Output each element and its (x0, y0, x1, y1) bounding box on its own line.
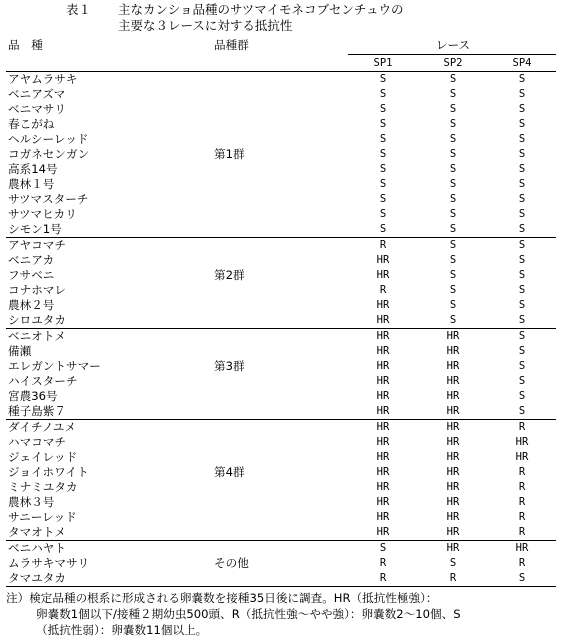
sp2-cell: HR (446, 436, 460, 448)
sp4-cell: HR (488, 541, 556, 557)
resistance-table (6, 37, 556, 587)
group-cell (212, 374, 348, 389)
caption-line1: 主なカンショ品種のサツマイモネコブセンチュウの (118, 2, 404, 17)
variety-cell: タマユタカ (6, 571, 212, 587)
sp2-cell: S (418, 238, 488, 254)
sp2-cell: S (449, 133, 457, 145)
sp4-cell: S (518, 148, 526, 160)
variety-cell: フサベニ (8, 268, 55, 282)
group-cell (212, 541, 348, 557)
sp1-cell: S (379, 88, 387, 100)
sp4-cell: S (518, 133, 526, 145)
footnote (6, 590, 558, 638)
group-cell (212, 132, 348, 147)
sp1-cell: S (348, 72, 418, 88)
sp4-cell: R (488, 420, 556, 436)
table-row (6, 147, 556, 162)
variety-cell: ムラサキマサリ (8, 556, 90, 570)
sp1-cell: HR (376, 436, 390, 448)
sp2-cell: HR (446, 405, 460, 417)
sp2-cell: HR (446, 496, 460, 508)
table-row (6, 541, 556, 557)
group-cell (212, 313, 348, 329)
table-row (6, 329, 556, 345)
group-cell (212, 389, 348, 404)
header-variety: 品 種 (8, 38, 43, 53)
sp1-cell: S (379, 178, 387, 190)
header-race: レース (348, 37, 556, 55)
sp1-cell: HR (376, 481, 390, 493)
sp1-cell: HR (376, 496, 390, 508)
variety-cell: コナホマレ (8, 283, 66, 297)
group-cell (212, 283, 348, 298)
group-cell (212, 510, 348, 525)
sp1-cell: HR (376, 511, 390, 523)
group-cell (212, 404, 348, 420)
sp2-cell: S (449, 269, 457, 281)
sp1-cell: HR (376, 405, 390, 417)
sp1-cell: HR (376, 451, 390, 463)
sp1-cell: HR (376, 269, 390, 281)
header-sp4: SP4 (512, 56, 532, 69)
sp4-cell: R (518, 496, 526, 508)
table-row (6, 162, 556, 177)
sp4-cell: S (518, 299, 526, 311)
table-row (6, 435, 556, 450)
sp4-cell: S (518, 314, 526, 326)
variety-cell: サツマヒカリ (8, 207, 77, 221)
sp2-cell: S (449, 314, 457, 326)
variety-cell: ベニアカ (8, 253, 55, 267)
sp2-cell: HR (418, 541, 488, 557)
group-cell (212, 117, 348, 132)
table-row (6, 420, 556, 436)
sp1-cell: HR (376, 314, 390, 326)
sp2-cell: S (449, 223, 457, 235)
header-sp1: SP1 (373, 56, 393, 69)
table-row (6, 389, 556, 404)
variety-cell: ジョイホワイト (8, 465, 89, 479)
sp4-cell: S (518, 390, 526, 402)
variety-cell: 春こがね (8, 117, 55, 131)
table-row (6, 510, 556, 525)
header-row-2 (6, 55, 556, 72)
sp4-cell: S (488, 571, 556, 587)
variety-cell: ハマコマチ (8, 435, 66, 449)
group-cell (212, 571, 348, 587)
variety-cell: 農林１号 (8, 177, 55, 191)
group-cell (212, 177, 348, 192)
group-cell (212, 162, 348, 177)
sp2-cell: HR (446, 451, 460, 463)
variety-cell: 備瀬 (8, 344, 32, 358)
variety-cell: 農林３号 (8, 495, 55, 509)
table-row (6, 480, 556, 495)
sp2-cell: HR (446, 511, 460, 523)
variety-cell: ハイスターチ (8, 374, 78, 388)
table-row (6, 283, 556, 298)
sp4-cell: S (488, 72, 556, 88)
sp4-cell: R (518, 466, 526, 478)
variety-cell: ダイチノユメ (6, 420, 212, 436)
footnote-line1: 注）検定品種の根系に形成される卵嚢数を接種35日後に調査。HR（抵抗性極強）： (6, 591, 438, 605)
sp4-cell: S (518, 223, 526, 235)
variety-cell: ジェイレッド (8, 450, 78, 464)
group-cell (212, 495, 348, 510)
sp1-cell: HR (348, 329, 418, 345)
sp1-cell: R (379, 284, 387, 296)
sp2-cell: HR (418, 329, 488, 345)
sp2-cell: S (449, 88, 457, 100)
group-cell (212, 344, 348, 359)
sp1-cell: S (379, 148, 387, 160)
variety-cell: 宮農36号 (8, 389, 58, 403)
table-row (6, 344, 556, 359)
variety-cell: 高系14号 (8, 162, 58, 176)
sp4-cell: HR (515, 436, 529, 448)
footnote-line3: （抵抗性弱）：卵嚢数11個以上。 (36, 623, 208, 637)
table-row (6, 102, 556, 117)
sp2-cell: R (418, 571, 488, 587)
table-row (6, 404, 556, 420)
sp2-cell: S (449, 284, 457, 296)
table-row (6, 207, 556, 222)
table-caption (66, 2, 403, 34)
sp4-cell: S (518, 193, 526, 205)
sp4-cell: S (518, 254, 526, 266)
sp1-cell: S (379, 193, 387, 205)
sp2-cell: S (449, 148, 457, 160)
sp1-cell: HR (376, 526, 390, 538)
sp4-cell: S (518, 345, 526, 357)
sp4-cell: S (518, 284, 526, 296)
group-cell: 第4群 (214, 465, 245, 479)
sp1-cell: HR (348, 420, 418, 436)
sp2-cell: S (449, 193, 457, 205)
group-cell (212, 87, 348, 102)
group-cell: その他 (214, 556, 249, 570)
group-cell (212, 480, 348, 495)
sp2-cell: S (449, 557, 457, 569)
sp1-cell: HR (376, 390, 390, 402)
sp4-cell: HR (515, 451, 529, 463)
sp1-cell: HR (376, 299, 390, 311)
sp4-cell: S (518, 360, 526, 372)
sp4-cell: S (518, 269, 526, 281)
group-cell: 第3群 (214, 359, 245, 373)
group-cell (212, 525, 348, 541)
sp2-cell: HR (418, 420, 488, 436)
group-cell (212, 207, 348, 222)
table-row (6, 222, 556, 238)
table-row (6, 238, 556, 254)
sp2-cell: S (449, 163, 457, 175)
variety-cell: ベニマサリ (8, 102, 66, 116)
sp2-cell: S (449, 299, 457, 311)
variety-cell: 農林２号 (8, 298, 55, 312)
sp1-cell: S (379, 223, 387, 235)
table-row (6, 313, 556, 329)
variety-cell: ベニオトメ (6, 329, 212, 345)
group-cell (212, 450, 348, 465)
table-row (6, 556, 556, 571)
group-cell (212, 298, 348, 313)
sp1-cell: HR (376, 254, 390, 266)
group-cell (212, 435, 348, 450)
sp2-cell: S (418, 72, 488, 88)
sp4-cell: R (518, 481, 526, 493)
sp1-cell: S (379, 133, 387, 145)
table-row (6, 298, 556, 313)
header-group: 品種群 (214, 38, 249, 53)
group-cell (212, 102, 348, 117)
variety-cell: コガネセンガン (8, 147, 90, 161)
group-cell (212, 192, 348, 207)
variety-cell: サツマスターチ (8, 192, 89, 206)
table-row (6, 177, 556, 192)
header-row-1 (6, 37, 556, 55)
sp4-cell: R (518, 526, 526, 538)
group-cell (212, 253, 348, 268)
table-row (6, 132, 556, 147)
group-cell (212, 222, 348, 238)
table-row (6, 374, 556, 389)
sp1-cell: R (348, 238, 418, 254)
table-row (6, 450, 556, 465)
group-cell: 第2群 (214, 268, 245, 282)
sp1-cell: S (348, 541, 418, 557)
sp1-cell: R (348, 571, 418, 587)
table-row (6, 495, 556, 510)
caption-number: 表１ (66, 2, 92, 17)
table-row (6, 525, 556, 541)
sp2-cell: S (449, 103, 457, 115)
sp2-cell: HR (446, 375, 460, 387)
variety-cell: アヤコマチ (6, 238, 212, 254)
group-cell (212, 238, 348, 254)
table-row (6, 253, 556, 268)
sp2-cell: HR (446, 390, 460, 402)
variety-cell: シモン1号 (8, 222, 62, 236)
variety-cell: 種子島紫７ (8, 404, 66, 418)
sp2-cell: HR (446, 481, 460, 493)
table-row (6, 117, 556, 132)
sp1-cell: S (379, 118, 387, 130)
sp4-cell: S (518, 103, 526, 115)
table-row (6, 465, 556, 480)
group-cell (212, 329, 348, 345)
group-cell (212, 420, 348, 436)
sp2-cell: S (449, 254, 457, 266)
sp4-cell: S (488, 238, 556, 254)
sp4-cell: S (518, 163, 526, 175)
sp4-cell: S (518, 375, 526, 387)
sp2-cell: HR (446, 526, 460, 538)
variety-cell: シロユタカ (8, 313, 66, 327)
sp4-cell: S (518, 178, 526, 190)
sp2-cell: HR (446, 345, 460, 357)
caption-line2: 主要な３レースに対する抵抗性 (118, 18, 293, 33)
sp4-cell: S (518, 88, 526, 100)
sp1-cell: S (379, 103, 387, 115)
table-row (6, 192, 556, 207)
sp2-cell: S (449, 118, 457, 130)
sp4-cell: R (518, 511, 526, 523)
variety-cell: タマオトメ (8, 525, 66, 539)
table-row (6, 359, 556, 374)
header-sp2: SP2 (443, 56, 463, 69)
sp2-cell: S (449, 208, 457, 220)
sp1-cell: S (379, 208, 387, 220)
sp2-cell: HR (446, 360, 460, 372)
group-cell: 第1群 (214, 147, 245, 161)
table-row (6, 87, 556, 102)
variety-cell: ベニハヤト (6, 541, 212, 557)
sp1-cell: HR (376, 345, 390, 357)
variety-cell: ミナミユタカ (8, 480, 78, 494)
variety-cell: ベニアズマ (8, 87, 66, 101)
sp4-cell: S (518, 118, 526, 130)
variety-cell: アヤムラサキ (6, 72, 212, 88)
variety-cell: サニーレッド (8, 510, 77, 524)
sp4-cell: S (488, 329, 556, 345)
table-row (6, 268, 556, 283)
sp1-cell: HR (376, 360, 390, 372)
sp4-cell: S (518, 208, 526, 220)
table-body (6, 72, 556, 587)
table-row (6, 72, 556, 88)
sp4-cell: R (518, 557, 526, 569)
sp2-cell: S (449, 178, 457, 190)
footnote-line2: 卵嚢数1個以下/接種２期幼虫500頭、R（抵抗性強〜やや強）：卵嚢数2〜10個、S (36, 607, 461, 621)
sp4-cell: S (518, 405, 526, 417)
variety-cell: ヘルシーレッド (8, 132, 89, 146)
table-row (6, 571, 556, 587)
group-cell (212, 72, 348, 88)
sp1-cell: S (379, 163, 387, 175)
sp2-cell: HR (446, 466, 460, 478)
variety-cell: エレガントサマー (8, 359, 101, 373)
sp1-cell: R (379, 557, 387, 569)
sp1-cell: HR (376, 466, 390, 478)
sp1-cell: HR (376, 375, 390, 387)
